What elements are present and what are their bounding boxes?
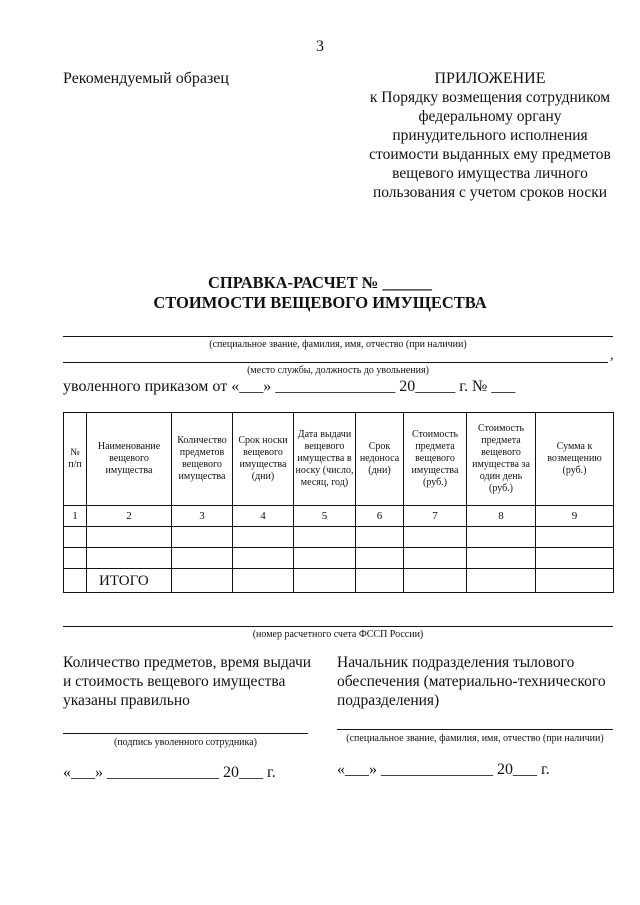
column-number: 2: [87, 506, 172, 527]
table-cell[interactable]: [356, 569, 404, 593]
employee-signature-caption: (подпись уволенного сотрудника): [114, 737, 257, 748]
employee-statement-line: Количество предметов, время выдачи: [63, 654, 312, 671]
table-cell[interactable]: [294, 569, 356, 593]
table-header-row: [64, 413, 614, 506]
appendix-line: стоимости выданных ему предметов: [369, 146, 611, 163]
chief-date: «___» ______________ 20___ г.: [337, 761, 550, 778]
employee-date: «___» ______________ 20___ г.: [63, 764, 276, 781]
table-header: № п/п: [64, 413, 87, 506]
table-header: Количество предметов вещевого имущества: [172, 413, 233, 506]
table-cell[interactable]: [233, 569, 294, 593]
table-cell[interactable]: [356, 548, 404, 569]
table-header: Срок носки вещевого имущества (дни): [233, 413, 294, 506]
property-table: [63, 412, 614, 593]
account-caption: (номер расчетного счета ФССП России): [252, 629, 424, 640]
table-cell[interactable]: [467, 527, 536, 548]
column-number: 9: [536, 506, 614, 527]
table-cell[interactable]: [233, 548, 294, 569]
column-number: 8: [467, 506, 536, 527]
appendix-line: принудительного исполнения: [392, 127, 588, 144]
table-cell[interactable]: [64, 548, 87, 569]
chief-signature-line: [337, 729, 613, 730]
line-comma: ,: [610, 348, 614, 363]
rank-name-line: [63, 336, 613, 337]
title-line-2: СТОИМОСТИ ВЕЩЕВОГО ИМУЩЕСТВА: [153, 293, 487, 312]
column-number: 5: [294, 506, 356, 527]
employee-statement-line: и стоимость вещевого имущества: [63, 673, 286, 690]
table-cell[interactable]: [536, 548, 614, 569]
table-cell[interactable]: [467, 569, 536, 593]
table-cell[interactable]: [172, 569, 233, 593]
employee-statement: [63, 653, 311, 710]
appendix-heading: ПРИЛОЖЕНИЕ: [434, 70, 546, 87]
chief-title-line: Начальник подразделения тылового: [337, 654, 575, 671]
table-number-row: [64, 506, 614, 527]
column-number: 1: [64, 506, 87, 527]
chief-signature-caption: (специальное звание, фамилия, имя, отчество (при наличии): [346, 733, 604, 744]
table-header: Наименование вещевого имущества: [87, 413, 172, 506]
table-cell[interactable]: [404, 569, 467, 593]
sample-note: Рекомендуемый образец: [63, 70, 229, 87]
table-cell[interactable]: [294, 548, 356, 569]
table-cell[interactable]: [233, 527, 294, 548]
service-place-line: [63, 362, 608, 363]
chief-title: [337, 653, 606, 710]
appendix-block: [360, 69, 620, 202]
table-cell[interactable]: [404, 548, 467, 569]
chief-title-line: подразделения): [337, 692, 440, 709]
dismissal-order-line: уволенного приказом от «___» _______________ 20_____ г. № ___: [63, 378, 516, 395]
table-header: Срок недоноса (дни): [356, 413, 404, 506]
table-cell[interactable]: [87, 548, 172, 569]
table-cell[interactable]: [87, 527, 172, 548]
title-line-1: СПРАВКА-РАСЧЕТ № ______: [207, 273, 433, 292]
rank-name-caption: (специальное звание, фамилия, имя, отчество (при наличии): [209, 339, 467, 350]
employee-statement-line: указаны правильно: [63, 692, 190, 709]
document-title: [0, 273, 640, 313]
table-cell: [64, 569, 87, 593]
table-row: [64, 527, 614, 548]
table-cell[interactable]: [467, 548, 536, 569]
total-label: ИТОГО: [87, 569, 172, 593]
chief-title-line: обеспечения (материально-технического: [337, 673, 606, 690]
table-header: Сумма к возмещению (руб.): [536, 413, 614, 506]
appendix-line: пользования с учетом сроков носки: [372, 184, 608, 201]
appendix-line: федеральному органу: [418, 108, 562, 125]
table-cell[interactable]: [356, 527, 404, 548]
column-number: 6: [356, 506, 404, 527]
column-number: 7: [404, 506, 467, 527]
table-cell[interactable]: [64, 527, 87, 548]
page-number: 3: [316, 38, 324, 55]
column-number: 4: [233, 506, 294, 527]
column-number: 3: [172, 506, 233, 527]
service-place-caption: (место службы, должность до увольнения): [247, 365, 429, 376]
table-cell[interactable]: [172, 548, 233, 569]
table-cell[interactable]: [404, 527, 467, 548]
employee-signature-line: [63, 733, 308, 734]
table-header: Стоимость предмета вещевого имущества за один день (руб.): [467, 413, 536, 506]
table-cell[interactable]: [294, 527, 356, 548]
account-line: [63, 626, 613, 627]
table-cell[interactable]: [172, 527, 233, 548]
table-total-row: [64, 569, 614, 593]
table-row: [64, 548, 614, 569]
table-header: Стоимость предмета вещевого имущества (руб.): [404, 413, 467, 506]
table-cell[interactable]: [536, 527, 614, 548]
appendix-line: вещевого имущества личного: [392, 165, 588, 182]
table-cell[interactable]: [536, 569, 614, 593]
appendix-line: к Порядку возмещения сотрудником: [369, 89, 611, 106]
table-header: Дата выдачи вещевого имущества в носку (число, месяц, год): [294, 413, 356, 506]
